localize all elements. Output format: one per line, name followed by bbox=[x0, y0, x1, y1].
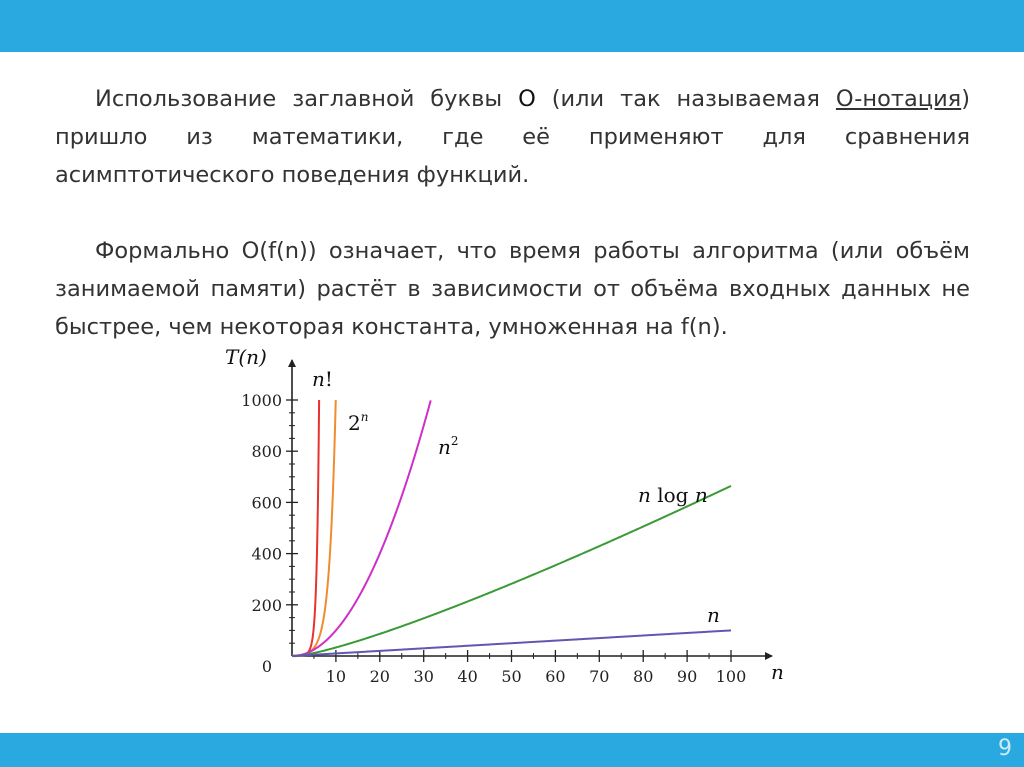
complexity-chart bbox=[220, 338, 800, 698]
y-tick-label: 200 bbox=[251, 595, 282, 615]
series-line-factorial bbox=[292, 400, 319, 656]
page-number: 9 bbox=[998, 736, 1012, 761]
paragraph-1 bbox=[55, 80, 970, 194]
x-tick-label: 60 bbox=[545, 667, 566, 686]
p1-text-3: ) пришло из математики, где её применяют для сравнения асимптотического поведения функций. bbox=[55, 86, 971, 188]
p1-text-1: Использование заглавной буквы bbox=[95, 86, 519, 112]
y-tick-label: 600 bbox=[251, 493, 282, 513]
bottom-bar bbox=[0, 733, 1024, 767]
y-axis-label: T(n) bbox=[225, 345, 267, 369]
p2-text: Формально O(f(n)) означает, что время работы алгоритма (или объём занимаемой памяти) растёт в зависимости от объёма входных данных не быстрее, чем некоторая константа, умноженная на f(n). bbox=[55, 238, 970, 340]
x-tick-label: 20 bbox=[369, 667, 390, 686]
top-bar bbox=[0, 0, 1024, 52]
x-tick-label: 70 bbox=[589, 667, 610, 686]
curves bbox=[292, 400, 731, 656]
x-tick-label: 50 bbox=[501, 667, 522, 686]
label-exp2: 2$^n$ bbox=[348, 410, 369, 435]
series-line-nlogn bbox=[292, 486, 731, 656]
paragraph-2 bbox=[55, 232, 970, 346]
x-tick-label: 40 bbox=[457, 667, 478, 686]
x-tick-label: 10 bbox=[325, 667, 347, 686]
x-tick-label: 30 bbox=[413, 667, 434, 686]
o-notation-link[interactable]: O-нотация bbox=[835, 86, 962, 112]
y-tick-label: 800 bbox=[251, 442, 282, 462]
y-tick-label: 1000 bbox=[241, 391, 282, 410]
p1-letter-o: O bbox=[518, 86, 536, 112]
label-linear: n bbox=[707, 603, 720, 627]
series-line-square bbox=[292, 400, 431, 656]
label-square: $n^2$ bbox=[438, 434, 459, 459]
label-factorial: n! bbox=[312, 367, 333, 391]
axes bbox=[292, 360, 772, 656]
x-axis-label: n bbox=[771, 660, 784, 684]
x-tick-label: 90 bbox=[676, 667, 698, 686]
y-tick-label: 400 bbox=[251, 544, 282, 564]
x-tick-label: 80 bbox=[633, 667, 654, 686]
label-nlogn: n log n bbox=[638, 483, 708, 507]
x-tick-label: 100 bbox=[715, 667, 747, 686]
p1-text-2: (или так называемая bbox=[535, 86, 836, 112]
y-tick-label: 0 bbox=[261, 657, 272, 676]
